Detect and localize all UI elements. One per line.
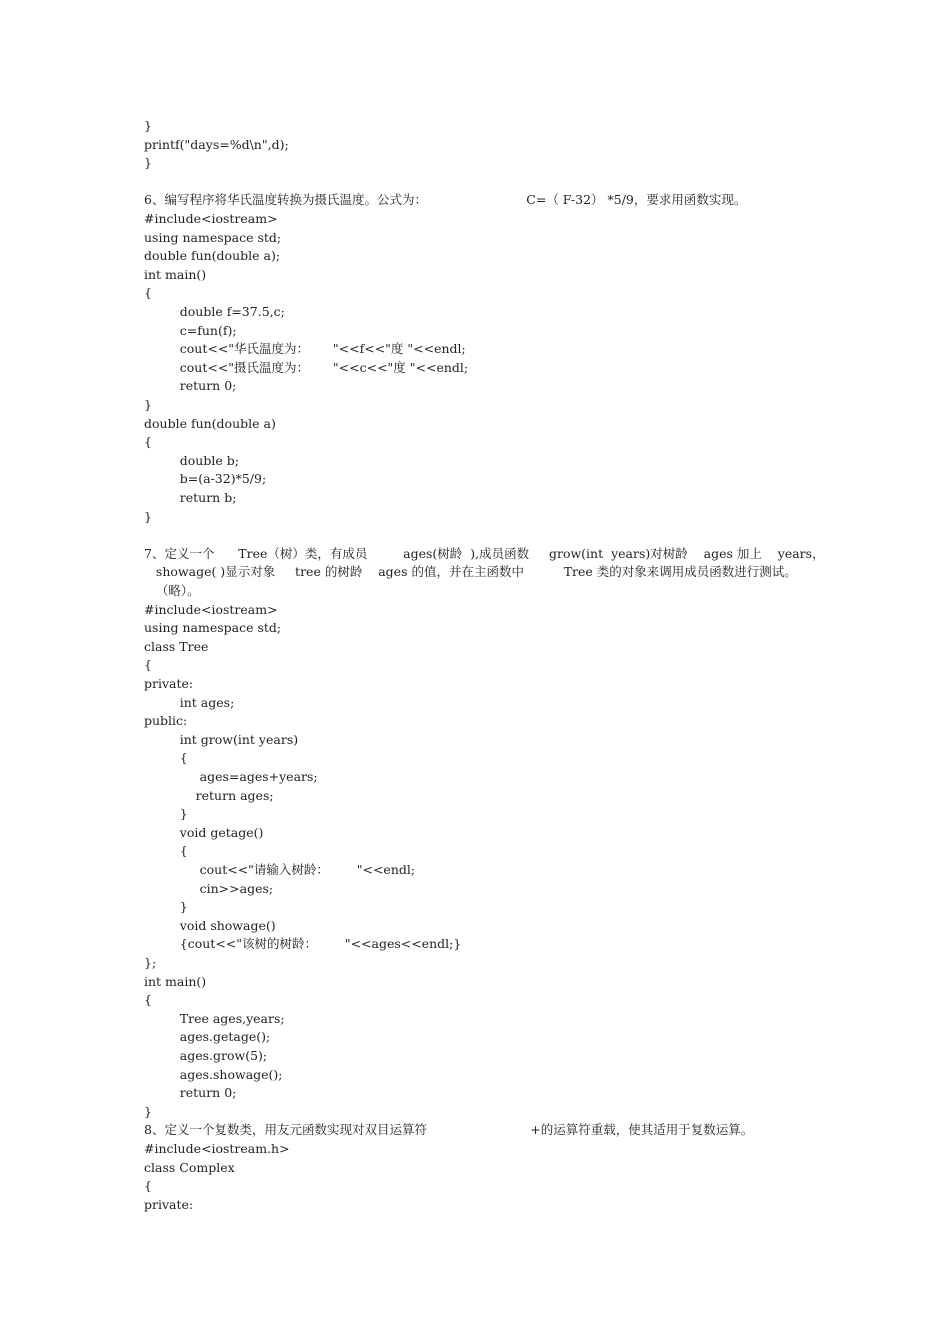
text-line: ages.getage(); <box>144 1029 271 1045</box>
text-line: ages.grow(5); <box>144 1048 268 1063</box>
text-line: b=(a-32)*5/9; <box>144 471 267 487</box>
text-line: } <box>144 397 152 412</box>
text-line: { <box>144 843 188 859</box>
text-line: showage( )显示对象 tree 的树龄 ages 的值，并在主函数中 Tree 类的对象来调用成员函数进行测试。 <box>144 564 797 580</box>
text-line: } <box>144 899 188 915</box>
text-line: return 0; <box>144 378 237 394</box>
text-line: int main() <box>144 266 207 282</box>
text-line: { <box>144 657 152 673</box>
text-line: } <box>144 155 152 171</box>
text-line: private: <box>144 1196 194 1212</box>
text-line: using namespace std; <box>144 620 282 636</box>
text-line: 7、定义一个 Tree（树）类，有成员 ages(树龄 ),成员函数 grow(int years)对树龄 ages 加上 years， <box>144 545 825 561</box>
text-line: void getage() <box>144 824 264 840</box>
text-line: Tree ages,years; <box>144 1010 285 1026</box>
text-line: { <box>144 992 152 1008</box>
text-line: double f=37.5,c; <box>144 304 285 319</box>
text-line: double fun(double a); <box>144 248 281 264</box>
text-line: （略）。 <box>144 583 200 598</box>
text-line: { <box>144 434 152 450</box>
text-line: double b; <box>144 452 239 468</box>
text-line: return ages; <box>144 787 274 803</box>
text-line: }; <box>144 955 157 970</box>
text-line: int main() <box>144 973 207 989</box>
text-line: void showage() <box>144 917 276 933</box>
text-line: double fun(double a) <box>144 415 276 431</box>
text-line: return b; <box>144 490 237 505</box>
text-line: using namespace std; <box>144 229 282 245</box>
text-line: } <box>144 118 152 133</box>
text-line: return 0; <box>144 1085 237 1101</box>
text-line: ages.showage(); <box>144 1066 283 1082</box>
text-line: class Tree <box>144 638 209 654</box>
text-line: { <box>144 1178 152 1194</box>
text-line: } <box>144 1103 152 1119</box>
text-line: cout<<"请输入树龄： "<<endl; <box>144 862 416 877</box>
text-line: cout<<"摄氏温度为： "<<c<<"度 "<<endl; <box>144 359 469 375</box>
text-line: 8、定义一个复数类，用友元函数实现对双目运算符 +的运算符重载，使其适用于复数运算。 <box>144 1122 754 1138</box>
text-line: } <box>144 806 188 822</box>
text-line: ages=ages+years; <box>144 769 318 784</box>
text-line: } <box>144 508 152 524</box>
text-line: { <box>144 285 152 301</box>
text-line: int ages; <box>144 694 235 710</box>
text-line: #include<iostream.h> <box>144 1141 290 1156</box>
text-line: {cout<<"该树的树龄： "<<ages<<endl;} <box>144 936 462 952</box>
text-line: public: <box>144 713 188 729</box>
text-line: #include<iostream> <box>144 211 278 226</box>
text-line: 6、编写程序将华氏温度转换为摄氏温度。公式为： C=（ F-32） *5/9，要求用函数实现。 <box>144 192 747 208</box>
text-line: class Complex <box>144 1159 235 1175</box>
text-line: cout<<"华氏温度为： "<<f<<"度 "<<endl; <box>144 341 466 357</box>
text-line: #include<iostream> <box>144 601 278 617</box>
text-line: printf("days=%d\n",d); <box>144 136 289 152</box>
text-line: int grow(int years) <box>144 731 299 747</box>
text-line: { <box>144 750 188 766</box>
text-line: cin>>ages; <box>144 880 274 896</box>
text-line: private: <box>144 676 194 691</box>
text-line: c=fun(f); <box>144 322 237 338</box>
